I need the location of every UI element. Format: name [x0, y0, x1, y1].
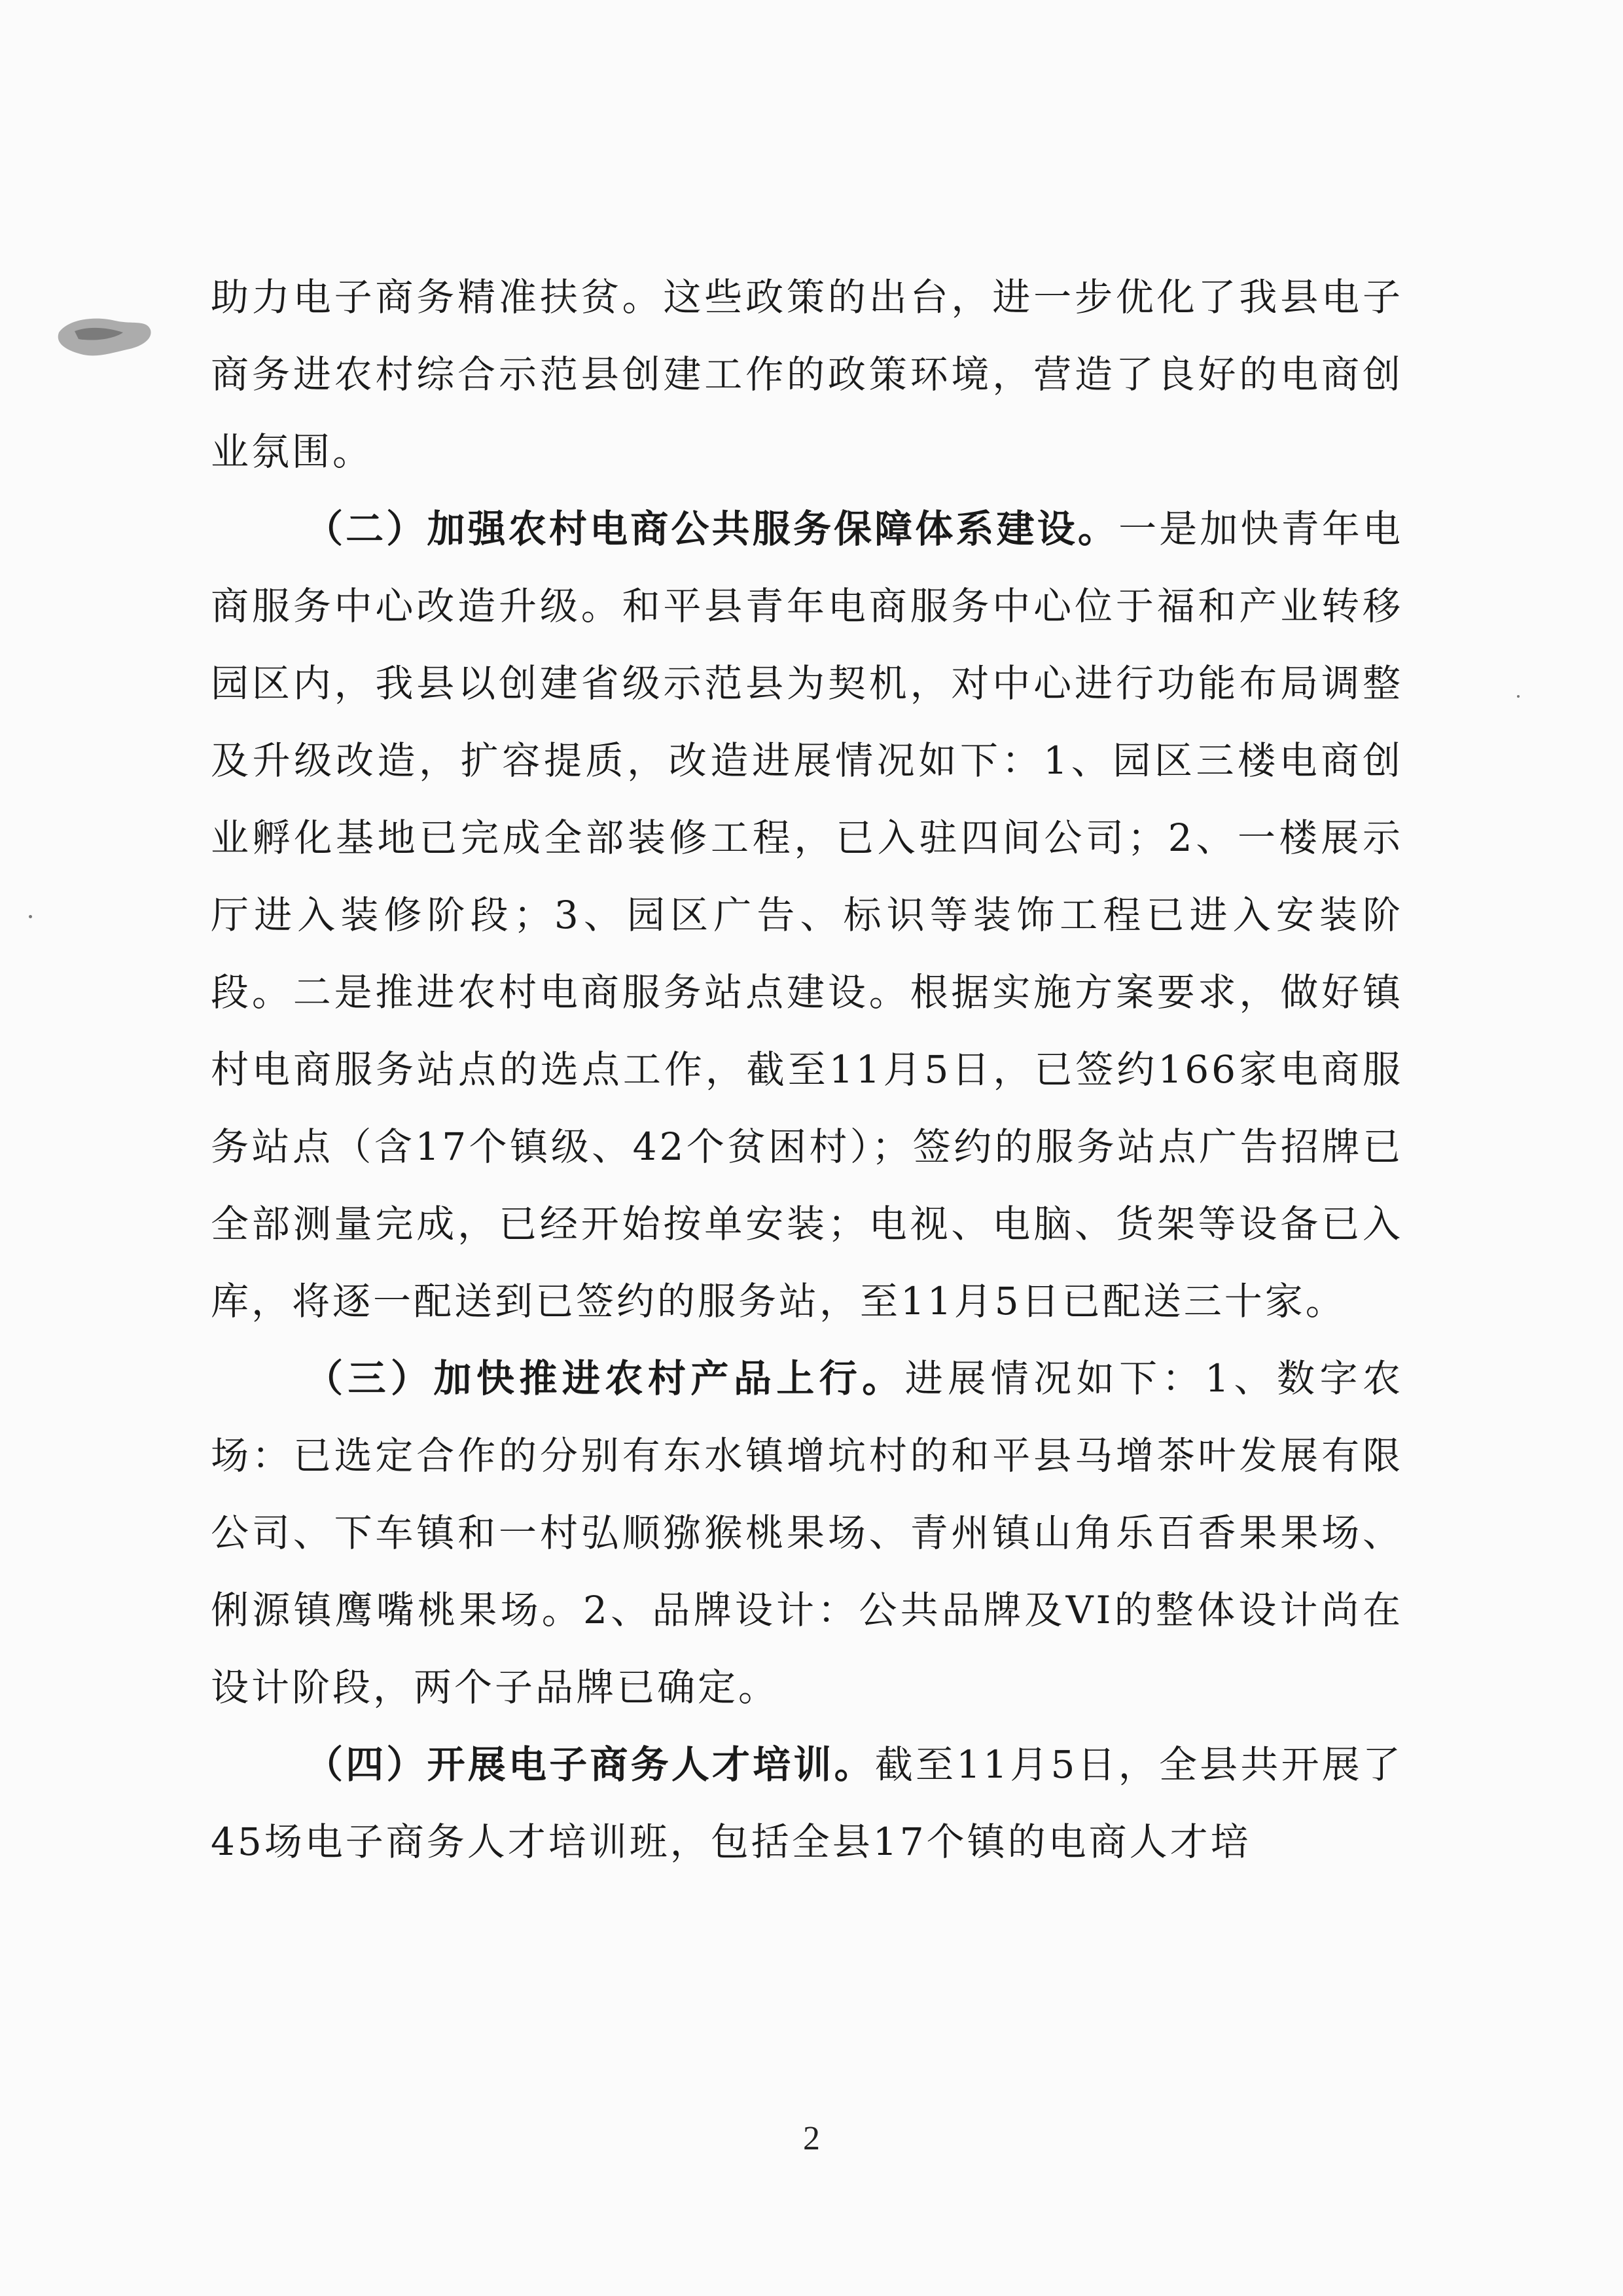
paragraph-section-3	[211, 1340, 1403, 1726]
paragraph-body: 进展情况如下：1、数字农场：已选定合作的分别有东水镇增坑村的和平县马增茶叶发展有限公司、下车镇和一村弘顺猕猴桃果场、青州镇山角乐百香果果场、俐源镇鹰嘴桃果场。2、品牌设计：公共品牌及VI的整体设计尚在设计阶段，两个子品牌已确定。	[211, 1356, 1403, 1710]
scan-speck	[1517, 695, 1520, 698]
section-heading: （三）加快推进农村产品上行。	[305, 1356, 905, 1401]
paragraph-body: 截至11月5日，全县共开展了45场电子商务人才培训班，包括全县17个镇的电商人才培	[211, 1742, 1403, 1864]
paragraph-section-2	[211, 490, 1403, 1340]
scan-smudge-mark	[55, 313, 153, 361]
paragraph-continuation	[211, 259, 1403, 490]
paragraph-body: 一是加快青年电商服务中心改造升级。和平县青年电商服务中心位于福和产业转移园区内，我县以创建省级示范县为契机，对中心进行功能布局调整及升级改造，扩容提质，改造进展情况如下：1、园区三楼电商创业孵化基地已完成全部装修工程，已入驻四间公司；2、一楼展示厅进入装修阶段；3、园区广告、标识等装饰工程已进入安装阶段。二是推进农村电商服务站点建设。根据实施方案要求，做好镇村电商服务站点的选点工作，截至11月5日，已签约166家电商服务站点（含17个镇级、42个贫困村）；签约的服务站点广告招牌已全部测量完成，已经开始按单安装；电视、电脑、货架等设备已入库，将逐一配送到已签约的服务站，至11月5日已配送三十家。	[211, 507, 1403, 1323]
page-number: 2	[803, 2120, 820, 2157]
body-text	[211, 259, 1403, 1880]
paragraph-section-4	[211, 1726, 1403, 1880]
paragraph-body: 助力电子商务精准扶贫。这些政策的出台，进一步优化了我县电子商务进农村综合示范县创建工作的政策环境，营造了良好的电商创业氛围。	[211, 275, 1403, 474]
section-heading: （二）加强农村电商公共服务保障体系建设。	[305, 507, 1119, 551]
section-heading: （四）开展电子商务人才培训。	[305, 1742, 875, 1787]
scan-speck	[29, 915, 32, 918]
